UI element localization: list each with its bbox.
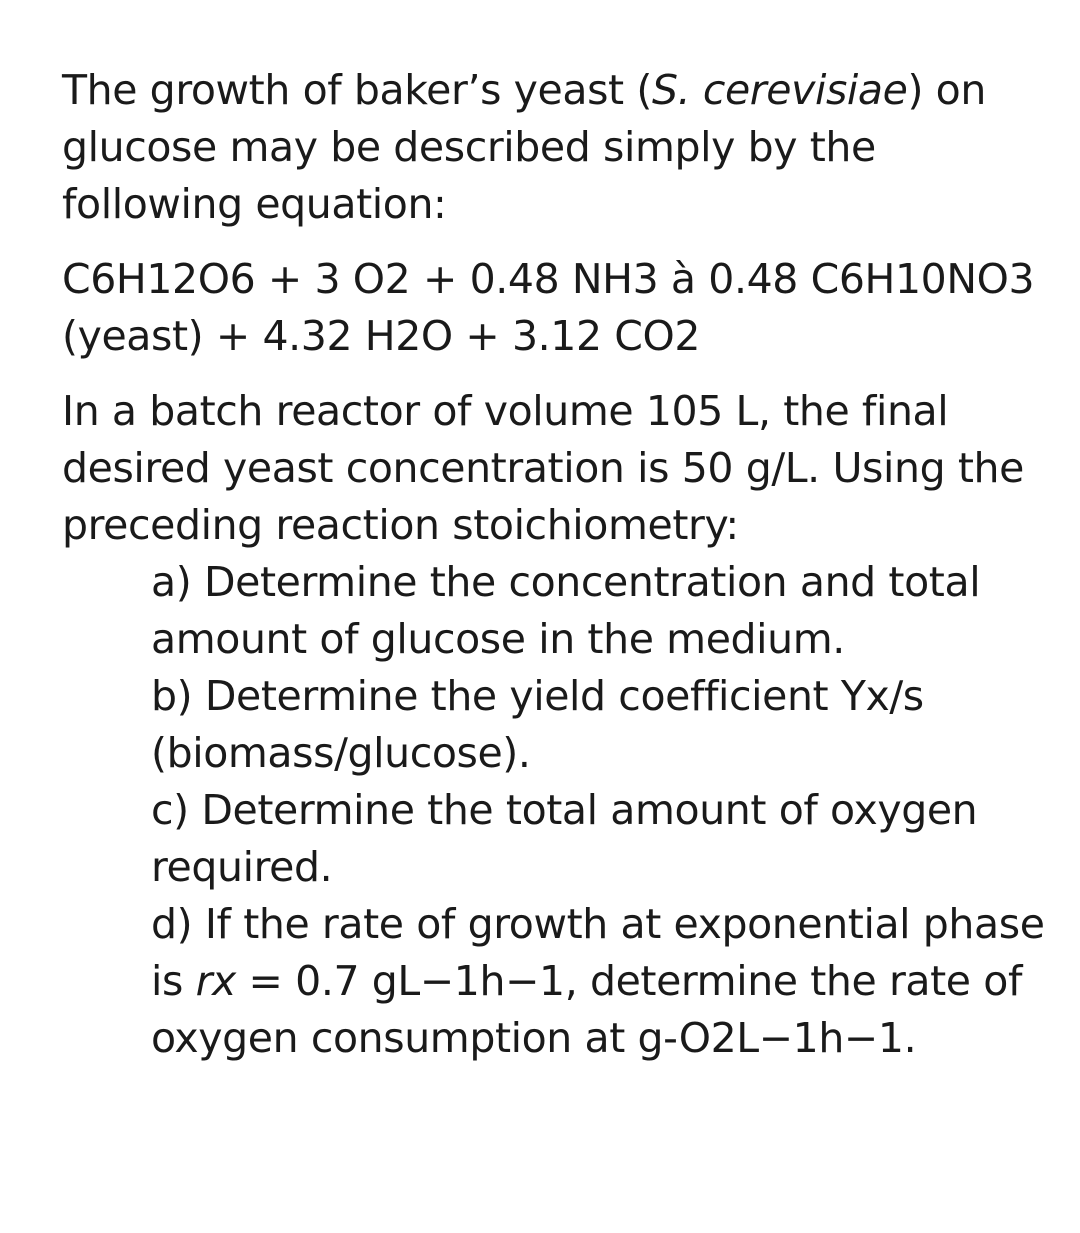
question-d-end: = 0.7 gL−1h−1, determine the rate of oxygen consumption at g-O2L−1h−1. <box>151 957 1022 1062</box>
reaction-equation: C6H12O6 + 3 O2 + 0.48 NH3 à 0.48 C6H10NO3 (yeast) + 4.32 H2O + 3.12 CO2 <box>62 255 1035 360</box>
setup-paragraph: In a batch reactor of volume 105 L, the final desired yeast concentration is 50 g/L. Using the preceding reaction stoichiometry: <box>62 387 1024 549</box>
question-d <box>151 896 1052 1067</box>
intro-text-start: The growth of baker’s yeast ( <box>62 66 652 114</box>
question-b: b) Determine the yield coefficient Yx/s (biomass/glucose). <box>151 672 924 777</box>
intro-text-end: ) on glucose may be described simply by the following equation: <box>62 66 986 228</box>
growth-rate-variable: rx <box>195 957 236 1005</box>
species-name: S. cerevisiae <box>651 66 908 114</box>
question-list <box>62 554 1052 1067</box>
question-c: c) Determine the total amount of oxygen required. <box>151 786 978 891</box>
problem-text <box>62 62 1052 1067</box>
question-a: a) Determine the concentration and total amount of glucose in the medium. <box>151 558 981 663</box>
setup-block <box>62 383 1052 1067</box>
intro-paragraph <box>62 62 1052 233</box>
question-d-start: d) If the rate of growth at exponential phase is <box>151 900 1045 1005</box>
